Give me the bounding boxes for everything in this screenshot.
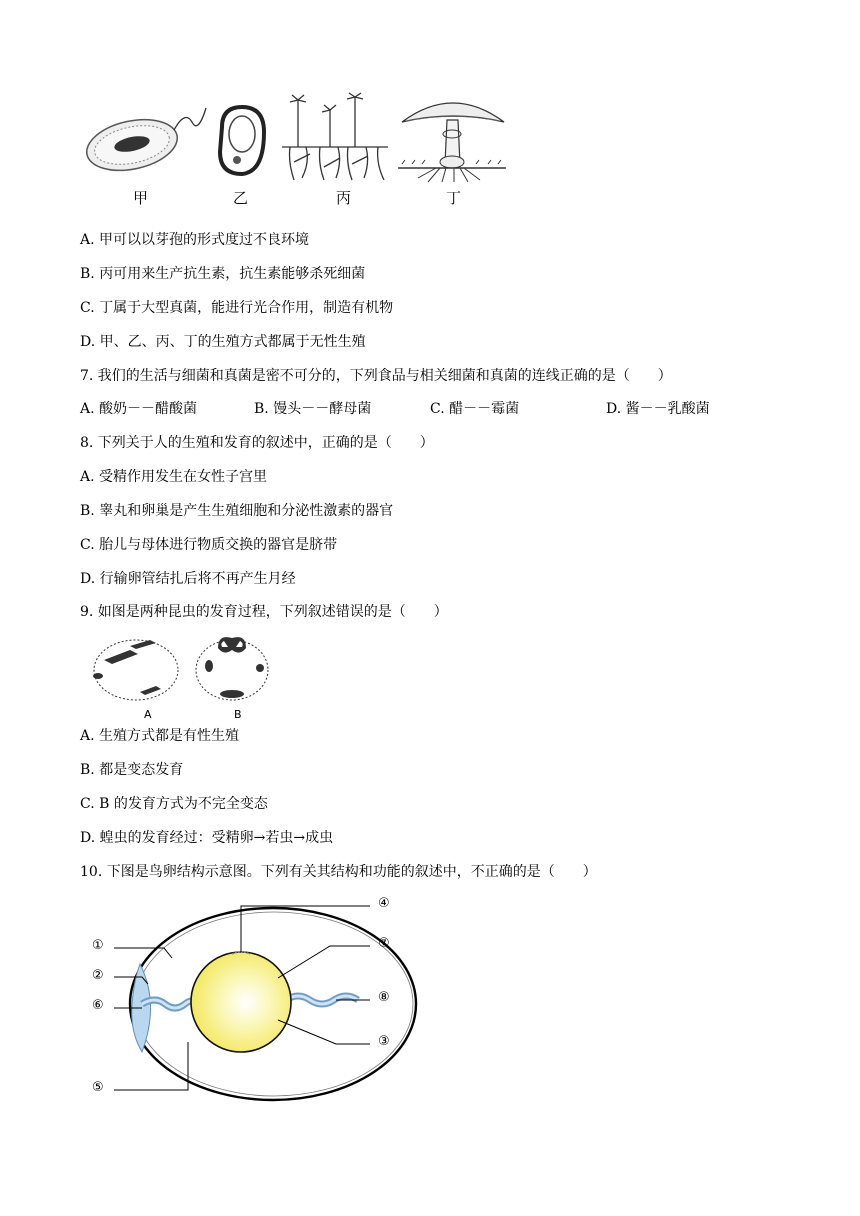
egg-label-2: ②: [92, 968, 104, 983]
q9-stem: 9. 如图是两种昆虫的发育过程，下列叙述错误的是（ ）: [80, 604, 448, 620]
q8-option-c: C. 胎儿与母体进行物质交换的器官是脐带: [80, 537, 338, 553]
q8-option-d: D. 行输卵管结扎后将不再产生月经: [80, 571, 296, 587]
q9-option-d: D. 蝗虫的发育经过：受精卵→若虫→成虫: [80, 830, 334, 846]
figure-label-ding: 丁: [446, 189, 462, 207]
bacterium-illustration: [80, 100, 210, 180]
insect-development-illustration: [84, 632, 274, 710]
figure-bird-egg: [80, 892, 420, 1102]
egg-label-5: ⑤: [92, 1080, 104, 1095]
figure-label-a: A: [144, 708, 152, 721]
egg-label-1: ①: [92, 938, 104, 953]
mushroom-illustration: [398, 92, 508, 184]
mold-illustration: [280, 92, 390, 184]
egg-label-4: ④: [378, 896, 390, 911]
q6-option-a: A. 甲可以以芽孢的形式度过不良环境: [80, 232, 310, 248]
egg-label-6: ⑥: [92, 998, 104, 1013]
q8-option-a: A. 受精作用发生在女性子宫里: [80, 469, 268, 485]
figure-label-b: B: [234, 708, 242, 721]
q6-option-b: B. 丙可用来生产抗生素，抗生素能够杀死细菌: [80, 266, 366, 282]
figure-microorganisms: [80, 92, 520, 212]
yeast-illustration: [212, 102, 272, 182]
q7-option-a: A. 酸奶－－醋酸菌: [80, 401, 198, 417]
q7-option-d: D. 酱－－乳酸菌: [606, 401, 710, 417]
figure-label-yi: 乙: [233, 189, 249, 207]
egg-label-7: ⑦: [378, 936, 390, 951]
figure-label-jia: 甲: [133, 189, 149, 207]
egg-label-8: ⑧: [378, 990, 390, 1005]
q8-option-b: B. 睾丸和卵巢是产生生殖细胞和分泌性激素的器官: [80, 503, 394, 519]
q7-stem: 7. 我们的生活与细菌和真菌是密不可分的，下列食品与相关细菌和真菌的连线正确的是（ ）: [80, 368, 672, 384]
q10-stem: 10. 下图是鸟卵结构示意图。下列有关其结构和功能的叙述中，不正确的是（ ）: [80, 864, 597, 880]
q9-option-a: A. 生殖方式都是有性生殖: [80, 728, 240, 744]
figure-insect-development: [84, 632, 274, 722]
bird-egg-diagram: [80, 892, 420, 1102]
q6-option-c: C. 丁属于大型真菌，能进行光合作用，制造有机物: [80, 300, 394, 316]
q9-option-c: C. B 的发育方式为不完全变态: [80, 796, 268, 812]
q9-option-b: B. 都是变态发育: [80, 762, 184, 778]
figure-label-bing: 丙: [336, 189, 352, 207]
q7-option-c: C. 醋－－霉菌: [430, 401, 520, 417]
egg-label-3: ③: [378, 1034, 390, 1049]
q8-stem: 8. 下列关于人的生殖和发育的叙述中，正确的是（ ）: [80, 435, 434, 451]
q6-option-d: D. 甲、乙、丙、丁的生殖方式都属于无性生殖: [80, 334, 366, 350]
q7-option-b: B. 馒头－－酵母菌: [254, 401, 372, 417]
